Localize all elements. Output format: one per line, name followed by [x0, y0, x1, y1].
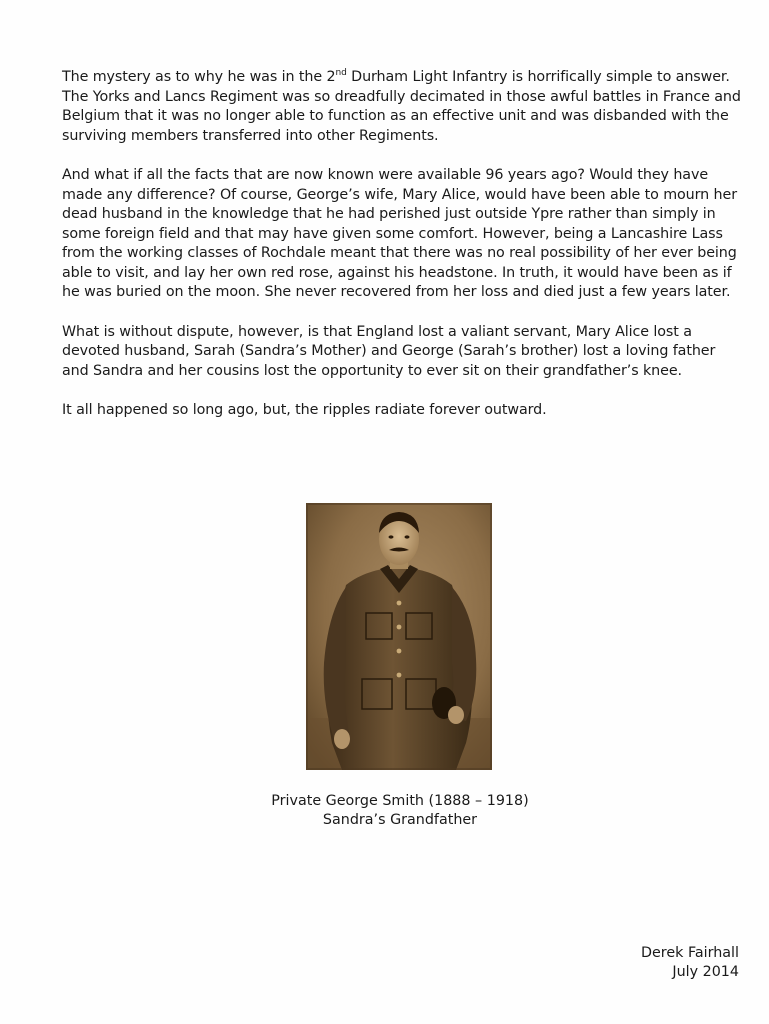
caption-name: Private George Smith (1888 – 1918)	[271, 793, 529, 809]
paragraph-regiment-start: The mystery as to why he was in the 2	[62, 69, 336, 85]
paragraph-ripples: It all happened so long ago, but, the ripples radiate forever outward.	[62, 402, 547, 418]
author-signature	[641, 944, 739, 982]
photo-caption	[200, 792, 600, 830]
paragraph-regiment	[62, 68, 742, 146]
ordinal-superscript: nd	[335, 68, 347, 79]
paragraph-facts: And what if all the facts that are now known were available 96 years ago? Would they have made any difference? Of course, George’s wife, Mary Alice, would have been able to mourn her dead husband in the knowledge that he had perished just outside Ypre rather than simply in some foreign field and that may have given some comfort. However, being a Lancashire Lass from the working classes of Rochdale meant that there was no real possibility of her ever being able to visit, and lay her own red rose, against his headstone. In truth, it would have been as if he was buried on the moon. She never recovered from her loss and died just a few years later.	[62, 167, 737, 300]
soldier-portrait-photo	[306, 503, 492, 770]
letter-body	[62, 68, 742, 441]
paragraph-loss: What is without dispute, however, is that England lost a valiant servant, Mary Alice lost a devoted husband, Sarah (Sandra’s Mother) and George (Sarah’s brother) lost a loving father and Sandra and her cousins lost the opportunity to ever sit on their grandfather’s knee.	[62, 323, 716, 379]
paragraph-regiment-rest: Durham Light Infantry is horrifically simple to answer. The Yorks and Lancs Regiment was so dreadfully decimated in those awful battles in France and Belgium that it was no longer able to function as an effective unit and was disbanded with the surviving members transferred into other Regiments.	[62, 69, 741, 144]
caption-relation: Sandra’s Grandfather	[322, 812, 478, 828]
author-name: Derek Fairhall	[640, 945, 739, 961]
author-date: July 2014	[672, 964, 739, 980]
